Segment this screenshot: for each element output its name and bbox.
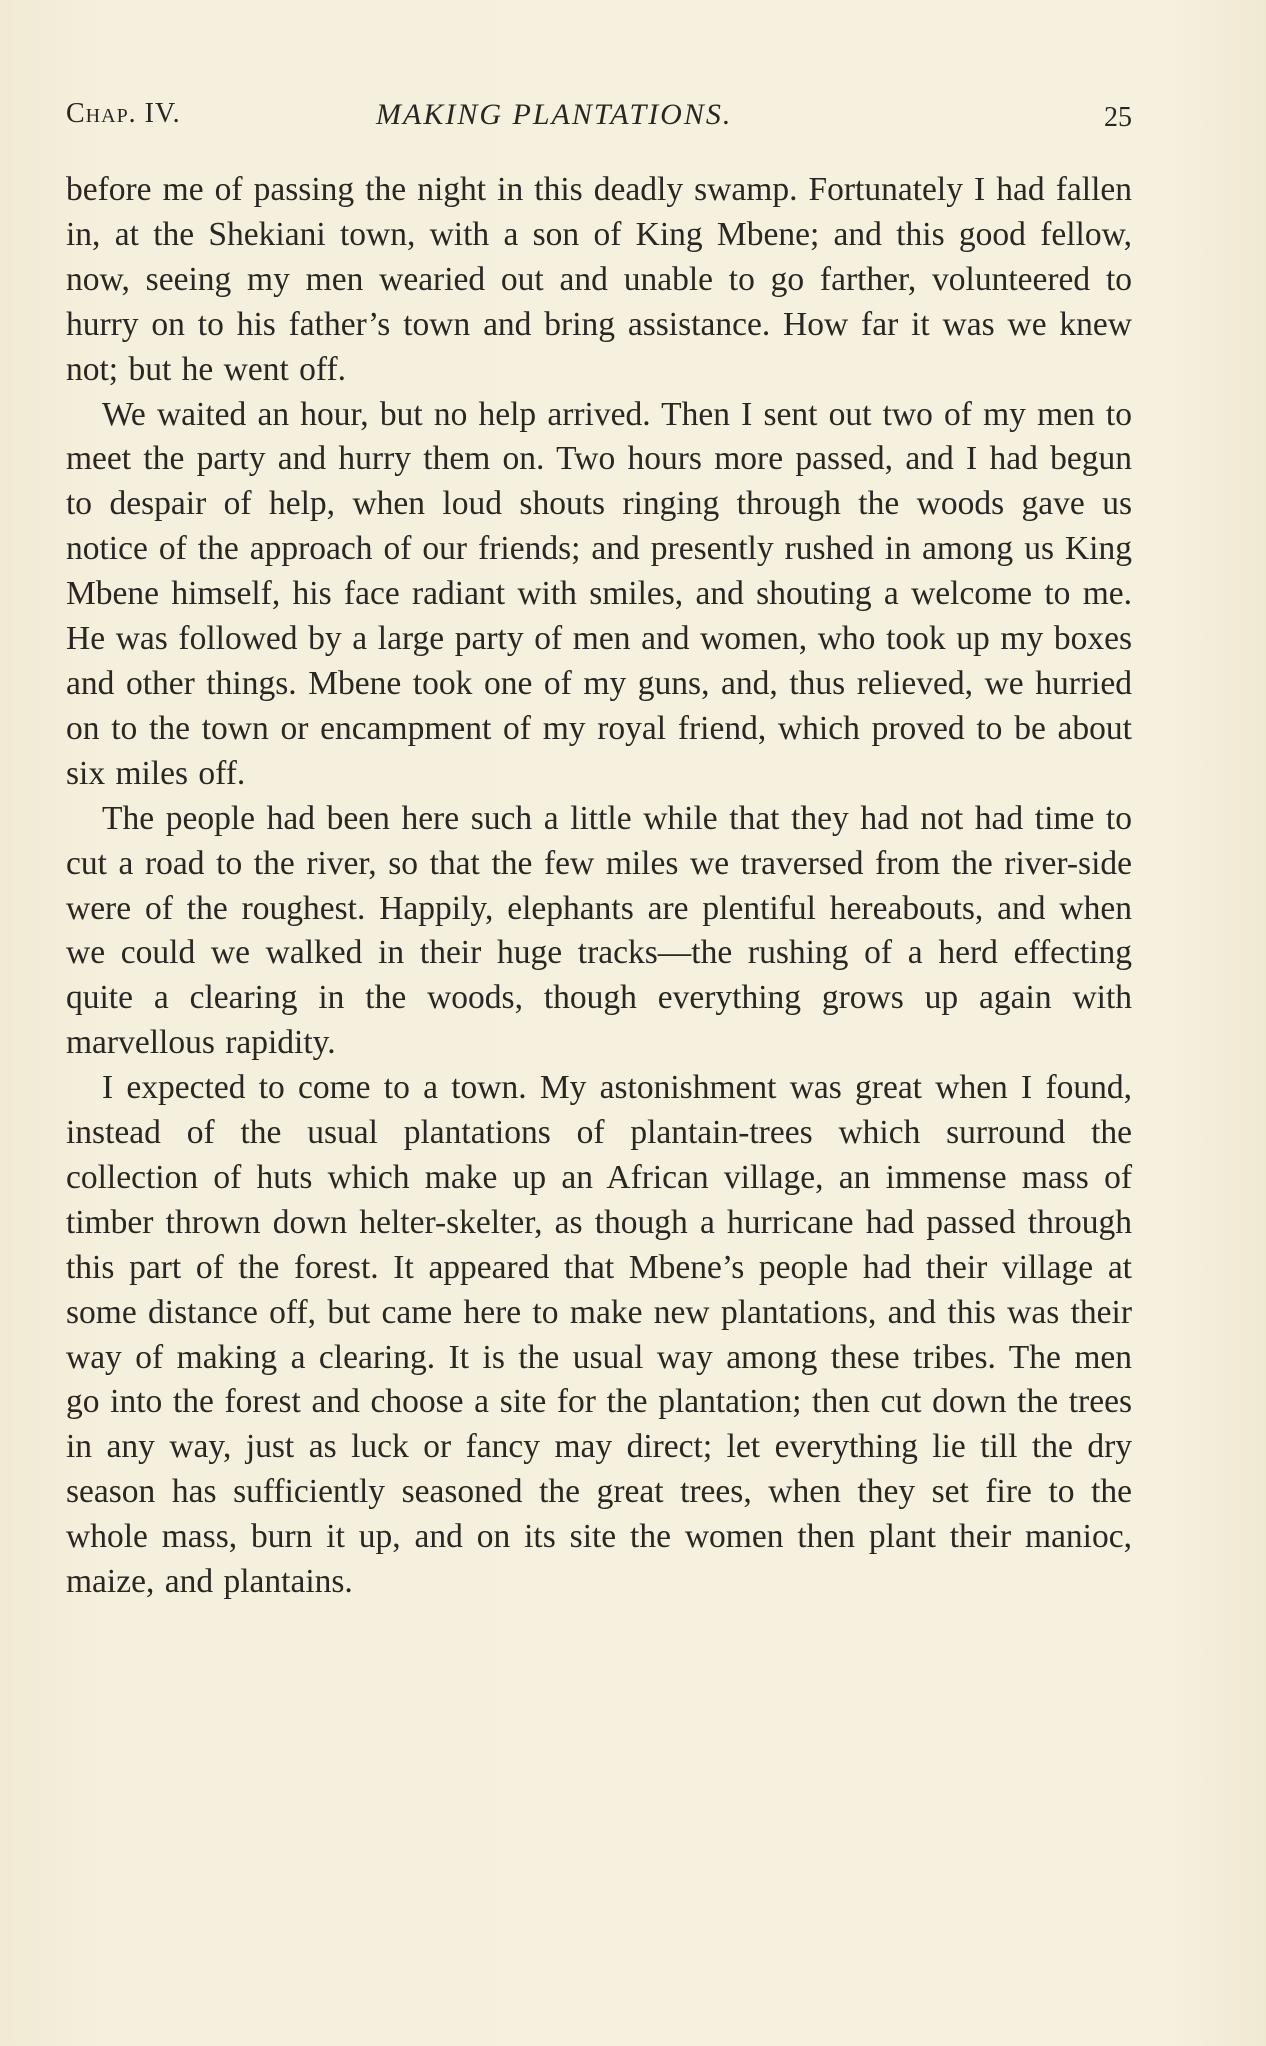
body-text — [66, 168, 1132, 1605]
page-number: 25 — [1104, 102, 1132, 133]
paragraph: I expected to come to a town. My astonishment was great when I found, instead of the usual plantations of plantain-trees which surround the collection of huts which make up an African village, an immense mass of timber thrown down helter-skelter, as though a hurricane had passed through this part of the forest. It appeared that Mbene’s people had their village at some distance off, but came here to make new plantations, and this was their way of making a clearing. It is the usual way among these tribes. The men go into the forest and choose a site for the plantation; then cut down the trees in any way, just as luck or fancy may direct; let everything lie till the dry season has sufficiently seasoned the great trees, when they set fire to the whole mass, burn it up, and on its site the women then plant their manioc, maize, and plantains. — [66, 1069, 1132, 1601]
running-title: MAKING PLANTATIONS. — [376, 98, 733, 131]
paragraph: The people had been here such a little while that they had not had time to cut a road to the river, so that the few miles we traversed from the river-side were of the roughest. Happily, elephants are plentiful hereabouts, and when we could we walked in their huge tracks—the rushing of a herd effecting quite a clearing in the woods, though everything grows up again with marvellous rapidity. — [66, 799, 1132, 1062]
running-header — [66, 98, 1132, 146]
paragraph: We waited an hour, but no help arrived. Then I sent out two of my men to meet the party and hurry them on. Two hours more passed, and I had begun to despair of help, when loud shouts ringing through the woods gave us notice of the approach of our friends; and presently rushed in among us King Mbene himself, his face radiant with smiles, and shouting a welcome to me. He was followed by a large party of men and women, who took up my boxes and other things. Mbene took one of my guns, and, thus relieved, we hurried on to the town or encampment of my royal friend, which proved to be about six miles off. — [66, 395, 1132, 792]
chapter-label: Chap. IV. — [66, 98, 181, 129]
paragraph-continued: before me of passing the night in this deadly swamp. Fortunately I had fallen in, at the Shekiani town, with a son of King Mbene; and this good fellow, now, seeing my men wearied out and unable to go farther, volunteered to hurry on to his father’s town and bring assistance. How far it was we knew not; but he went off. — [66, 171, 1132, 388]
